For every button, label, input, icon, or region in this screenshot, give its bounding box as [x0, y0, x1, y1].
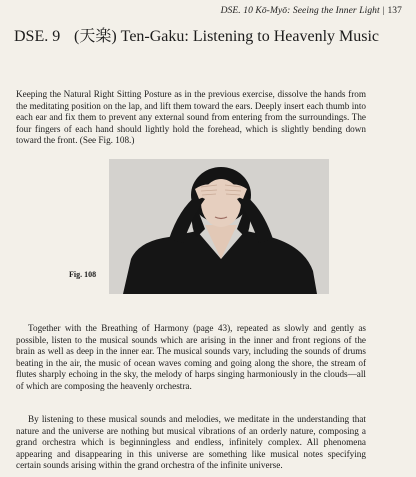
- paragraph-instructions: Keeping the Natural Right Sitting Posture as in the previous exercise, dissolve the hands from the meditating position on the lap, and lift them toward the ears. Deeply insert each thumb into each ear and fix them to prevent any external sound from entering from the surroundings. The four fingers of each hand should lightly hold the forehead, which is slightly bending down toward the front. (See Fig. 108.): [16, 89, 366, 145]
- paragraph-meditation: By listening to these musical sounds and melodies, we meditate in the understanding that nature and the universe are nothing but musical vibrations of an orderly nature, composing a grand orchestra which is beginningless and endless, infinitely complex. All phenomena appearing and disappearing in this universe are something like musical notes specifying certain sounds arising within the grand orchestra of the infinite universe.: [16, 414, 366, 470]
- section-heading: (天楽) Ten-Gaku: Listening to Heavenly Music: [74, 28, 380, 45]
- section-title: [14, 26, 402, 47]
- running-head-text: DSE. 10 Kō-Myō: Seeing the Inner Light |: [220, 6, 385, 16]
- section-number: DSE. 9: [14, 28, 61, 45]
- figure-caption: Fig. 108: [69, 270, 97, 279]
- running-head: [221, 6, 402, 16]
- paragraph-breathing: Together with the Breathing of Harmony (page 43), repeated as slowly and gently as possible, listen to the musical sounds which are arising in the inner and front regions of the brain as well as deep in the inner ear. The musical sounds vary, including the sounds of drums beating in the air, the music of ocean waves coming and going along the shore, the stream of flutes sharply echoing in the sky, the melody of harps singing harmoniously in the clouds—all of which are composing the heavenly orchestra.: [16, 323, 366, 391]
- meditating-woman-illustration: [109, 159, 329, 294]
- page-number: 137: [387, 6, 402, 16]
- figure-photo: [109, 159, 329, 294]
